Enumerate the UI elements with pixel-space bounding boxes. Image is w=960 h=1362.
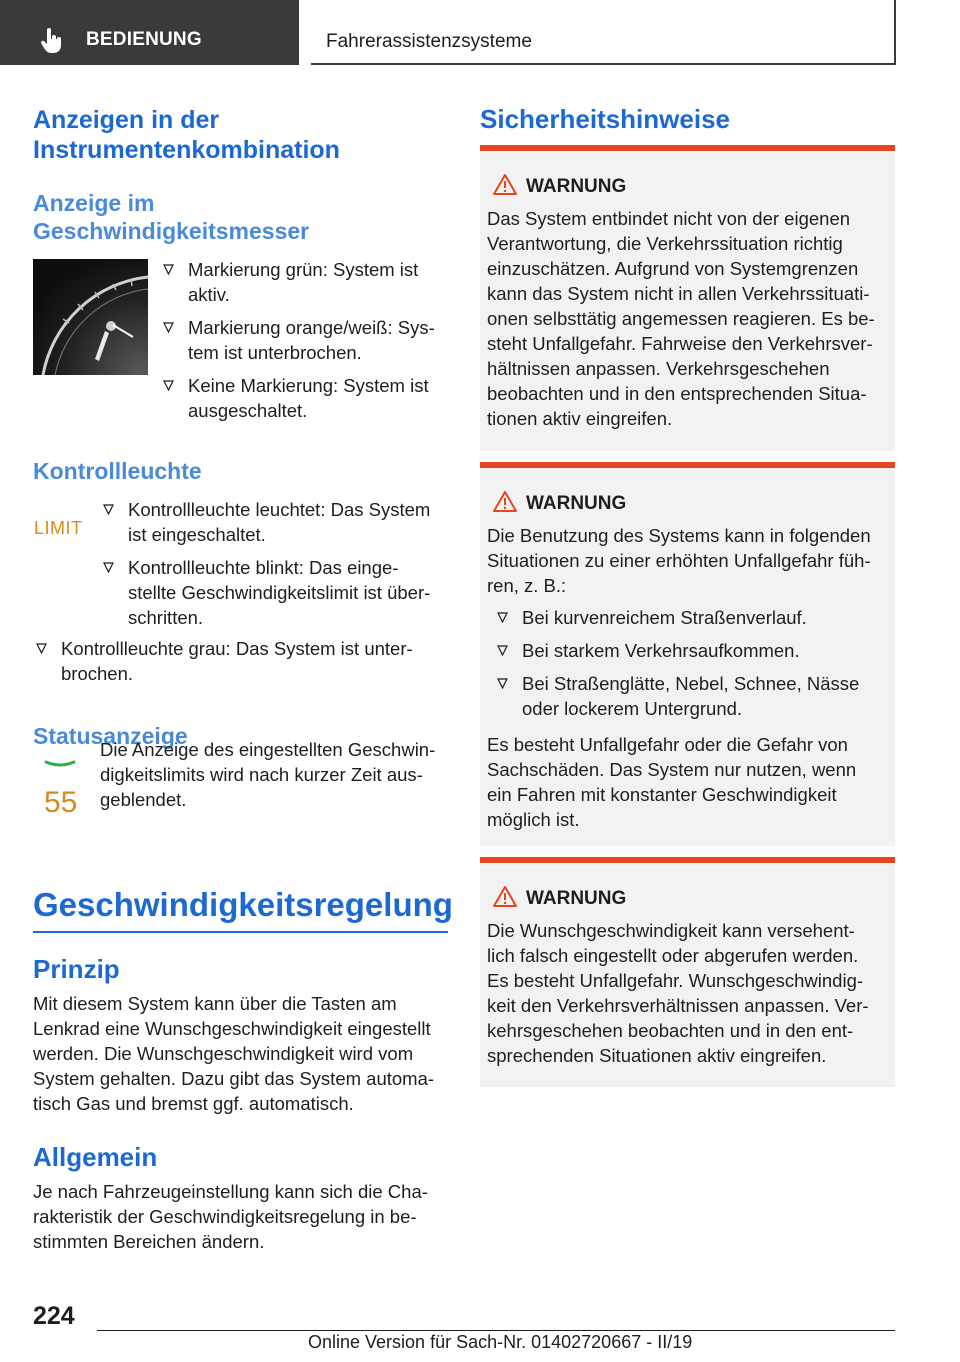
heading-allgemein: Allgemein (33, 1142, 158, 1172)
triangle-bullet-icon (36, 643, 47, 654)
footer-text: Online Version für Sach-Nr. 01402720667 - II/19 (308, 1332, 693, 1352)
text-line: Die Anzeige des eingestellten Geschwin- (100, 739, 436, 760)
list-item (33, 636, 453, 686)
list-text: brochen. (61, 663, 133, 684)
list-text: Bei kurvenreichem Straßenverlauf. (522, 607, 807, 628)
text-line: sprechenden Situationen aktiv eingreifen. (487, 1045, 827, 1066)
text-line: werden. Die Wunschgeschwindigkeit wird vom (33, 1043, 414, 1064)
text-line: Die Wunschgeschwindigkeit kann versehent- (487, 920, 855, 941)
text-line: kann das System nicht in allen Verkehrssituati- (487, 283, 870, 304)
triangle-bullet-icon (163, 322, 174, 333)
list-text: Kontrollleuchte leuchtet: Das System (128, 499, 431, 520)
list-text: Keine Markierung: System ist (188, 375, 429, 396)
text-line: steht Unfallgefahr. Fahrweise den Verkehrsver- (487, 333, 873, 354)
lamp-grey-list (33, 636, 453, 694)
page-number: 224 (33, 1302, 75, 1330)
list-text: tem ist unterbrochen. (188, 342, 362, 363)
triangle-bullet-icon (163, 380, 174, 391)
text-line: Lenkrad eine Wunschgeschwindigkeit eingestellt (33, 1018, 431, 1039)
warning-text (487, 918, 892, 1068)
header-chapter-box (311, 0, 896, 65)
status-icon-value: 55 (44, 786, 78, 818)
list-text: aktiv. (188, 284, 230, 305)
section-title-sicherheitshinweise: Sicherheitshinweise (480, 104, 730, 134)
header-chapter-label: Fahrerassistenzsysteme (326, 31, 532, 52)
allgemein-text (33, 1179, 453, 1254)
text-line: Das System entbindet nicht von der eigenen (487, 208, 851, 229)
text-line: tionen aktiv eingreifen. (487, 408, 673, 429)
list-item (494, 605, 889, 630)
heading-statusanzeige: Statusanzeige (33, 723, 188, 749)
warning-label: WARNUNG (526, 888, 627, 909)
text-line: Mit diesem System kann über die Tasten am (33, 993, 397, 1014)
triangle-bullet-icon (103, 504, 114, 515)
header-section-label: BEDIENUNG (86, 29, 202, 50)
speed-limit-status-icon (40, 752, 80, 818)
text-line: onen selbsttätig angemessen reagieren. Es be- (487, 308, 875, 329)
text-line: lich falsch eingestellt oder abgerufen werden. (487, 945, 859, 966)
status-text (100, 737, 450, 812)
heading-line: Geschwindigkeitsmesser (33, 218, 310, 244)
triangle-bullet-icon (497, 612, 508, 623)
warning-box-3 (480, 857, 895, 1087)
limit-lamp-icon: LIMIT (34, 518, 83, 538)
title-line: Instrumentenkombination (33, 136, 340, 164)
list-text: Markierung grün: System ist (188, 259, 419, 280)
triangle-bullet-icon (163, 264, 174, 275)
warning-intro (487, 523, 892, 598)
list-text: ausgeschaltet. (188, 400, 308, 421)
list-item (160, 257, 450, 307)
list-item (494, 638, 889, 663)
section-title-anzeigen (33, 105, 340, 165)
list-item (494, 671, 889, 721)
heading-line: Anzeige im (33, 190, 155, 216)
warning-text (487, 206, 892, 431)
text-line: Situationen zu einer erhöhten Unfallgefahr füh- (487, 550, 871, 571)
header-section-tab (0, 0, 299, 65)
heading-prinzip: Prinzip (33, 954, 120, 984)
text-line: Sachschäden. Das System nur nutzen, wenn (487, 759, 857, 780)
text-line: möglich ist. (487, 809, 580, 830)
heading-kontrollleuchte: Kontrollleuchte (33, 458, 202, 484)
triangle-bullet-icon (497, 645, 508, 656)
list-text: stellte Geschwindigkeitslimit ist über- (128, 582, 431, 603)
list-item (160, 373, 450, 423)
title-divider (33, 931, 448, 933)
list-text: Kontrollleuchte blinkt: Das einge- (128, 557, 399, 578)
text-line: einzuschätzen. Aufgrund von Systemgrenzen (487, 258, 859, 279)
warning-outro (487, 732, 892, 832)
hand-pointer-icon (40, 28, 64, 54)
list-text: ist eingeschaltet. (128, 524, 266, 545)
triangle-bullet-icon (497, 678, 508, 689)
text-line: Verantwortung, die Verkehrssituation richtig (487, 233, 843, 254)
text-line: beobachten und in den entsprechenden Situa- (487, 383, 867, 404)
warning-box-1 (480, 145, 895, 451)
text-line: Die Benutzung des Systems kann in folgenden (487, 525, 871, 546)
list-text: Bei Straßenglätte, Nebel, Schnee, Nässe (522, 673, 860, 694)
warning-list (494, 605, 889, 729)
text-line: Es besteht Unfallgefahr. Wunschgeschwindig- (487, 970, 864, 991)
list-text: Markierung orange/weiß: Sys- (188, 317, 435, 338)
list-item (100, 555, 450, 630)
warning-box-2 (480, 462, 895, 846)
warning-triangle-icon (492, 885, 518, 908)
list-text: Kontrollleuchte grau: Das System ist unter- (61, 638, 413, 659)
triangle-bullet-icon (103, 562, 114, 573)
warning-label: WARNUNG (526, 493, 627, 514)
text-line: ren, z. B.: (487, 575, 567, 596)
list-item (100, 497, 450, 547)
text-line: hältnissen anpassen. Verkehrsgeschehen (487, 358, 830, 379)
list-text: oder lockerem Untergrund. (522, 698, 743, 719)
footer-divider (97, 1330, 895, 1331)
warning-label: WARNUNG (526, 176, 627, 197)
text-line: rakteristik der Geschwindigkeitsregelung in be- (33, 1206, 417, 1227)
chapter-title-geschwindigkeitsregelung: Geschwindigkeitsregelung (33, 886, 453, 923)
heading-speedometer (33, 189, 309, 245)
text-line: digkeitslimits wird nach kurzer Zeit aus- (100, 764, 423, 785)
text-line: Es besteht Unfallgefahr oder die Gefahr von (487, 734, 848, 755)
text-line: kehrsgeschehen beobachten und in den ent- (487, 1020, 854, 1041)
list-item (160, 315, 450, 365)
text-line: keit den Verkehrsverhältnissen anpassen. Ver- (487, 995, 869, 1016)
text-line: ein Fahren mit konstanter Geschwindigkeit (487, 784, 837, 805)
speedo-list (160, 257, 450, 431)
title-line: Anzeigen in der (33, 106, 220, 134)
text-line: System gehalten. Dazu gibt das System automa- (33, 1068, 435, 1089)
text-line: geblendet. (100, 789, 187, 810)
text-line: Je nach Fahrzeugeinstellung kann sich die Cha- (33, 1181, 428, 1202)
lamp-list (100, 497, 450, 638)
text-line: stimmten Bereichen ändern. (33, 1231, 265, 1252)
text-line: tisch Gas und bremst ggf. automatisch. (33, 1093, 354, 1114)
prinzip-text (33, 991, 453, 1116)
warning-triangle-icon (492, 490, 518, 513)
list-text: Bei starkem Verkehrsaufkommen. (522, 640, 800, 661)
warning-triangle-icon (492, 173, 518, 196)
speedometer-image (33, 259, 148, 375)
list-text: schritten. (128, 607, 204, 628)
